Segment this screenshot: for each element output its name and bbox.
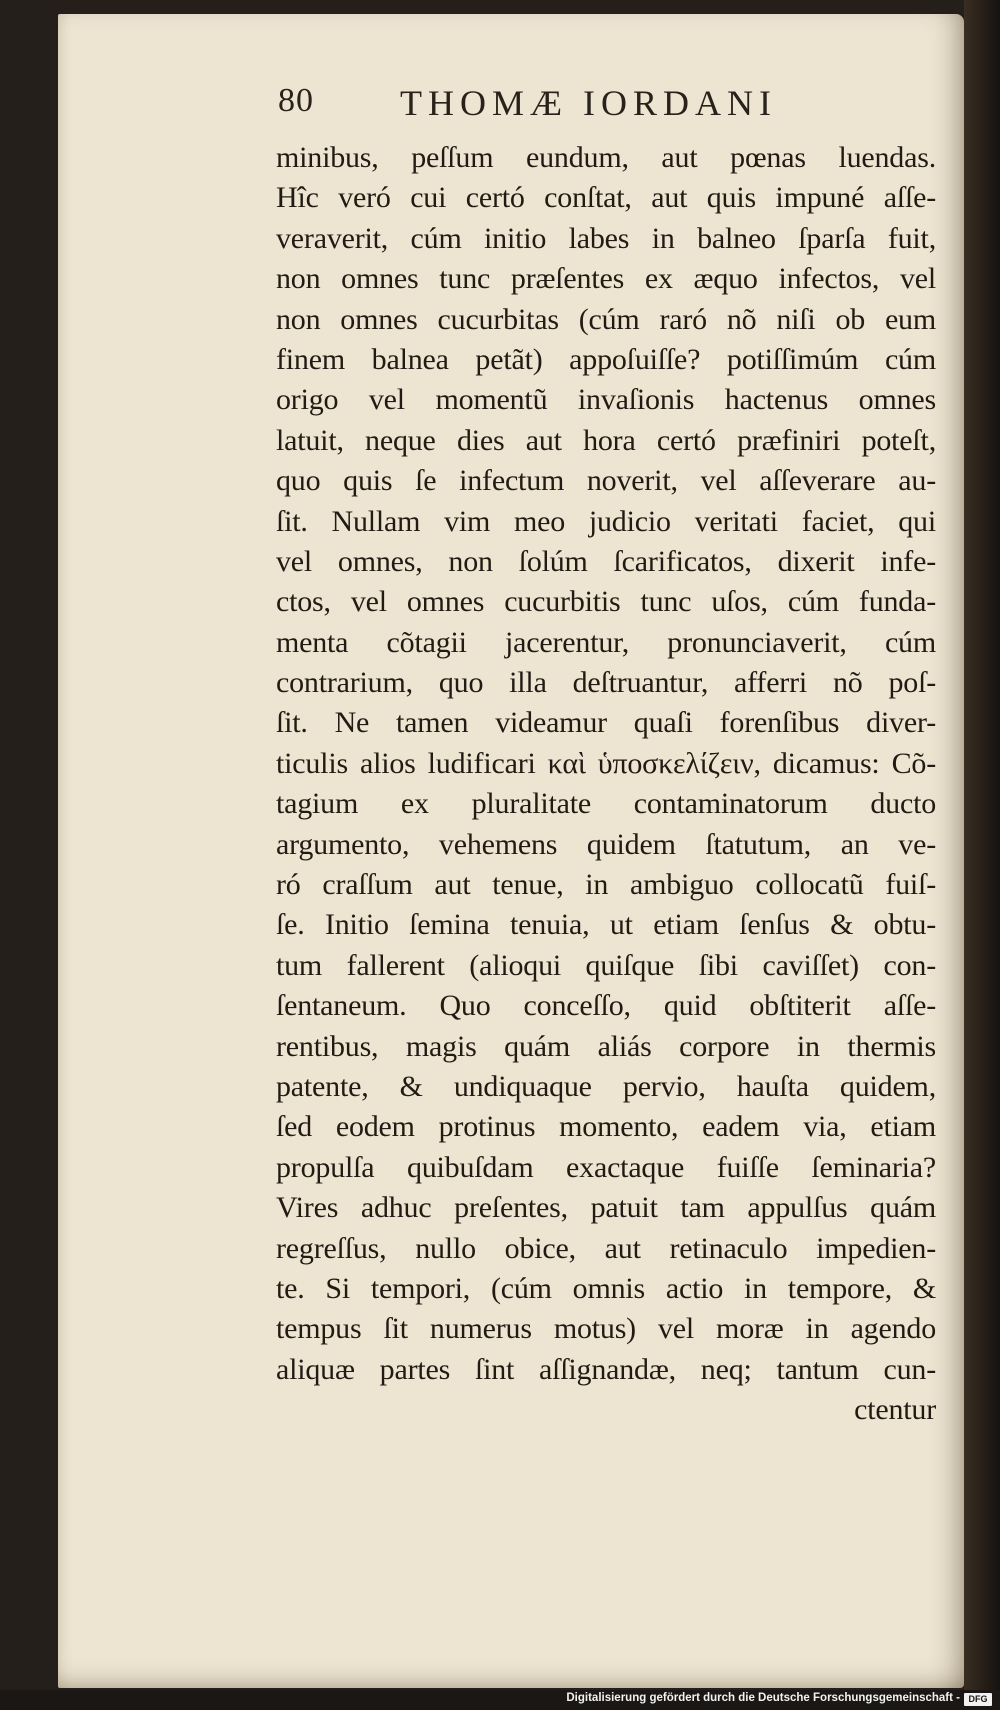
- text-line: vel omnes, non ſolúm ſcarificatos, dixerit infe-: [276, 544, 936, 578]
- text-line: Vires adhuc preſentes, patuit tam appulſus quám: [276, 1191, 936, 1225]
- text-line: origo vel momentũ invaſionis hactenus omnes: [276, 383, 936, 417]
- text-line: non omnes tunc præſentes ex æquo infectos, vel: [276, 262, 936, 296]
- text-line: propulſa quibuſdam exactaque fuiſſe ſeminaria?: [276, 1150, 936, 1184]
- text-line: veraverit, cúm initio labes in balneo ſparſa fuit,: [276, 221, 936, 255]
- text-line: quo quis ſe infectum noverit, vel aſſeverare au-: [276, 464, 936, 498]
- text-line: ſed eodem protinus momento, eadem via, etiam: [276, 1110, 936, 1144]
- dfg-logo: DFG: [964, 1693, 992, 1706]
- text-line: ctos, vel omnes cucurbitis tunc uſos, cúm funda-: [276, 585, 936, 619]
- text-line: regreſſus, nullo obice, aut retinaculo impedien-: [276, 1231, 936, 1265]
- book-spine-edge: [964, 0, 1000, 1710]
- text-line: ró craſſum aut tenue, in ambiguo collocatũ fuiſ-: [276, 868, 936, 902]
- text-line: Hîc veró cui certó conſtat, aut quis impuné aſſe-: [276, 181, 936, 215]
- text-line: tempus ſit numerus motus) vel moræ in agendo: [276, 1312, 936, 1346]
- text-line: ſit. Ne tamen videamur quaſi forenſibus diver-: [276, 706, 936, 740]
- funding-credit: Digitalisierung gefördert durch die Deutsche Forschungsgemeinschaft -: [566, 1692, 960, 1704]
- text-line: tagium ex pluralitate contaminatorum ducto: [276, 787, 936, 821]
- text-line: argumento, vehemens quidem ſtatutum, an ve-: [276, 827, 936, 861]
- page-header: [278, 82, 878, 126]
- text-line: finem balnea petãt) appoſuiſſe? potiſſimúm cúm: [276, 342, 936, 376]
- text-line: aliquæ partes ſint aſſignandæ, neq; tantum cun-: [276, 1352, 936, 1386]
- text-line: tum fallerent (alioqui quiſque ſibi caviſſet) con-: [276, 948, 936, 982]
- text-line: ſe. Initio ſemina tenuia, ut etiam ſenſus & obtu-: [276, 908, 936, 942]
- running-head: THOMÆ IORDANI: [400, 83, 777, 123]
- body-text: [276, 138, 936, 1431]
- text-line: rentibus, magis quám aliás corpore in thermis: [276, 1029, 936, 1063]
- text-line: ſentaneum. Quo conceſſo, quid obſtiterit aſſe-: [276, 989, 936, 1023]
- text-line: menta cõtagii jacerentur, pronunciaverit, cúm: [276, 625, 936, 659]
- text-line: non omnes cucurbitas (cúm raró nõ niſi ob eum: [276, 302, 936, 336]
- page-number: 80: [278, 82, 314, 119]
- text-line: minibus, peſſum eundum, aut pœnas luendas.: [276, 141, 936, 174]
- text-line: ſit. Nullam vim meo judicio veritati faciet, qui: [276, 504, 936, 538]
- text-line: contrarium, quo illa deſtruantur, afferri nõ poſ-: [276, 666, 936, 700]
- text-line: ticulis alios ludificari καὶ ὑποσκελίζειν, dicamus: Cõ-: [276, 746, 936, 780]
- text-line: te. Si tempori, (cúm omnis actio in tempore, &: [276, 1271, 936, 1305]
- text-line: latuit, neque dies aut hora certó præfiniri poteſt,: [276, 423, 936, 457]
- digitization-footer: [0, 1690, 1000, 1710]
- catchword: ctentur: [854, 1393, 936, 1427]
- text-line: patente, & undiquaque pervio, hauſta quidem,: [276, 1069, 936, 1103]
